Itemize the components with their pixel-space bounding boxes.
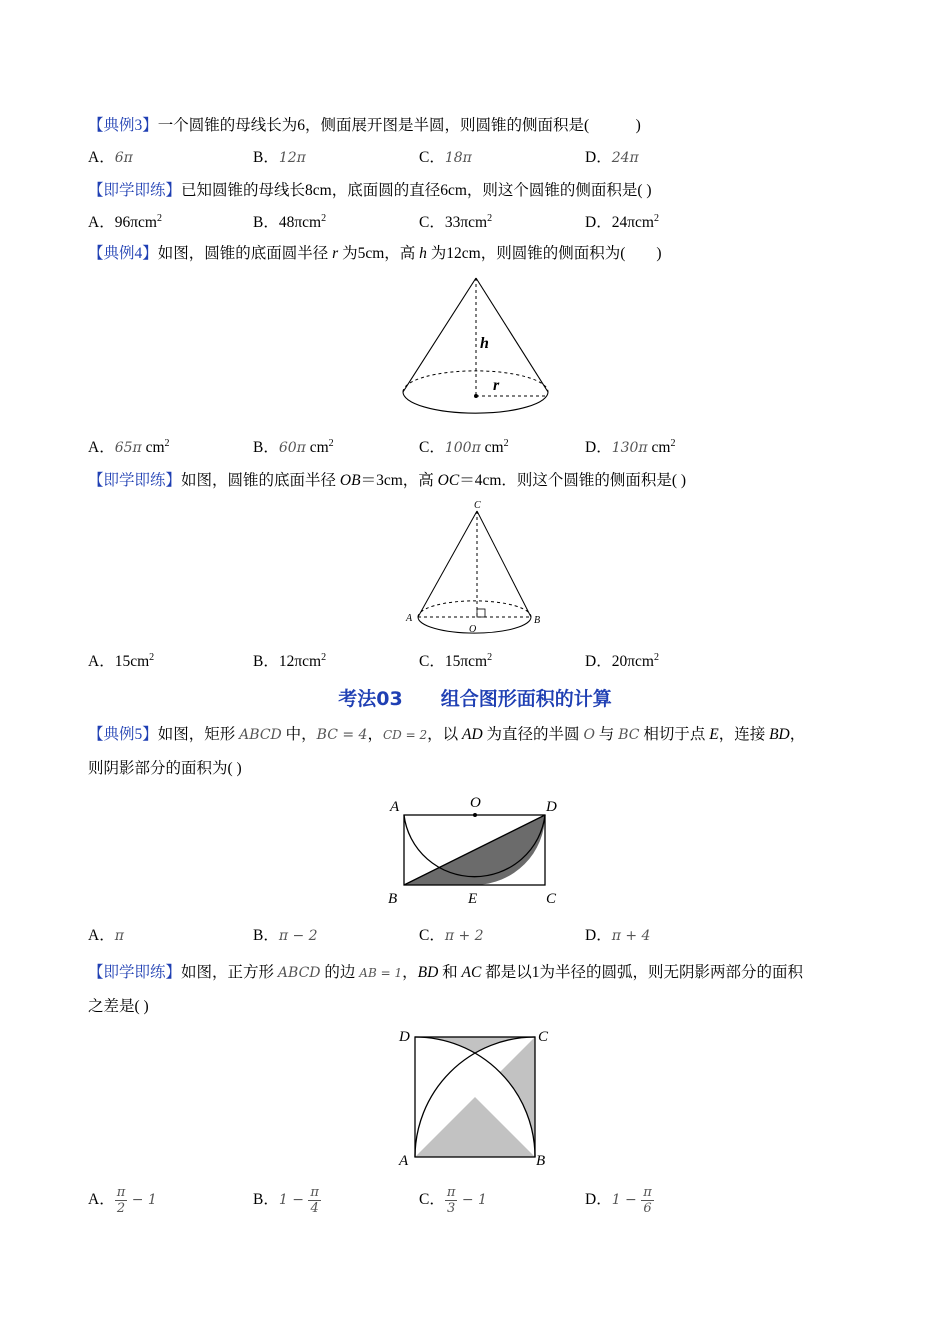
p3-option-a[interactable]: A．96πcm$^2$ xyxy=(88,212,162,231)
label-O: O xyxy=(469,624,477,635)
q3-option-b[interactable]: B．12π xyxy=(253,149,306,166)
p4-option-c[interactable]: C．15πcm$^2$ xyxy=(419,651,493,670)
label-B: B xyxy=(536,1153,546,1169)
q5-option-c[interactable]: C．π + 2 xyxy=(419,927,484,944)
right-angle-mark xyxy=(477,609,485,617)
q3-tag: 【典例3】 xyxy=(88,117,158,134)
p4-tag: 【即学即练】 xyxy=(88,472,182,489)
p3-option-b[interactable]: B．48πcm$^2$ xyxy=(253,212,327,231)
cone2-base-back xyxy=(418,601,531,617)
label-C: C xyxy=(538,1029,549,1045)
q5-stem: 【典例5】如图，矩形 ABCD 中，BC = 4，CD = 2，以 AD 为直径的半圆 O 与 BC 相切于点 E，连接 BD， xyxy=(88,726,806,743)
p4-option-d[interactable]: D．20πcm$^2$ xyxy=(585,651,659,670)
p3-option-c[interactable]: C．33πcm$^2$ xyxy=(419,212,493,231)
q5-option-d[interactable]: D．π + 4 xyxy=(585,927,651,944)
cone-center-dot xyxy=(474,394,478,398)
p5-option-a[interactable]: A． $\frac{\pi}{2}$ − 1 xyxy=(88,1185,157,1216)
q3-text: 一个圆锥的母线长为6，侧面展开图是半圆，则圆锥的侧面积是( ) xyxy=(157,117,641,134)
q3-options xyxy=(88,147,848,169)
q3-option-d[interactable]: D．24π xyxy=(585,149,639,166)
p3-options xyxy=(88,212,848,234)
p5-option-c[interactable]: C． $\frac{\pi}{3}$ − 1 xyxy=(419,1185,487,1216)
q5-option-b[interactable]: B．π − 2 xyxy=(253,927,318,944)
p3-tag: 【即学即练】 xyxy=(88,182,182,199)
q3-option-c[interactable]: C．18π xyxy=(419,149,472,166)
p5-stem-line2: 之差是( ) xyxy=(88,998,149,1015)
p4-options xyxy=(88,651,848,673)
q5-options xyxy=(88,925,848,947)
label-r: r xyxy=(493,377,500,394)
p4-stem: 【即学即练】如图，圆锥的底面半径 OB＝3cm，高 OC＝4cm．则这个圆锥的侧面积是( ) xyxy=(88,472,687,489)
p5-option-b[interactable]: B．1 − $\frac{\pi}{4}$ xyxy=(253,1185,319,1216)
p3-stem xyxy=(88,180,652,202)
section-heading: 考法03 组合图形面积的计算 xyxy=(338,688,612,710)
label-C: C xyxy=(474,500,481,511)
label-O: O xyxy=(470,795,481,811)
q5-tag: 【典例5】 xyxy=(88,726,158,743)
p5-stem: 【即学即练】如图，正方形 ABCD 的边 AB = 1，BD 和 AC 都是以1为半径的圆弧，则无阴影两部分的面积 xyxy=(88,964,803,981)
q5-stem-line2: 则阴影部分的面积为( ) xyxy=(88,760,242,777)
q5-option-a[interactable]: A．π xyxy=(88,927,124,944)
p4-option-b[interactable]: B．12πcm$^2$ xyxy=(253,651,327,670)
p3-text: 已知圆锥的母线长8cm，底面圆的直径6cm，则这个圆锥的侧面积是( ) xyxy=(181,182,652,199)
q4-stem: 【典例4】如图，圆锥的底面圆半径 r 为5cm，高 h 为12cm，则圆锥的侧面积为( ) xyxy=(88,245,662,262)
label-E: E xyxy=(468,891,478,907)
label-A: A xyxy=(390,799,400,815)
q3-option-a[interactable]: A．6π xyxy=(88,149,133,166)
label-B: B xyxy=(388,891,398,907)
q4-option-d[interactable]: D．130π $cm^2$ xyxy=(585,437,676,456)
p5-options xyxy=(88,1185,848,1221)
q4-options xyxy=(88,437,848,459)
p5-square-figure xyxy=(395,1022,555,1172)
label-A: A xyxy=(406,613,413,624)
label-A: A xyxy=(399,1153,409,1169)
label-D: D xyxy=(399,1029,410,1045)
p4-cone-figure xyxy=(400,497,550,642)
center-O-dot xyxy=(473,813,477,817)
q4-option-b[interactable]: B．60π $cm^2$ xyxy=(253,437,334,456)
label-D: D xyxy=(546,799,557,815)
label-B: B xyxy=(534,615,541,626)
p5-option-d[interactable]: D．1 − $\frac{\pi}{6}$ xyxy=(585,1185,652,1216)
label-C: C xyxy=(546,891,557,907)
q4-option-a[interactable]: A．65π $cm^2$ xyxy=(88,437,170,456)
q3-stem xyxy=(88,115,641,137)
q4-cone-figure xyxy=(395,270,555,440)
q4-option-c[interactable]: C．100π $cm^2$ xyxy=(419,437,509,456)
label-h: h xyxy=(480,335,489,352)
p3-option-d[interactable]: D．24πcm$^2$ xyxy=(585,212,659,231)
q4-tag: 【典例4】 xyxy=(88,245,158,262)
p4-option-a[interactable]: A．$15cm^2$ xyxy=(88,651,155,670)
cone-slant-left xyxy=(403,278,476,392)
p5-tag: 【即学即练】 xyxy=(88,964,182,981)
q5-rectangle-figure xyxy=(380,790,570,915)
